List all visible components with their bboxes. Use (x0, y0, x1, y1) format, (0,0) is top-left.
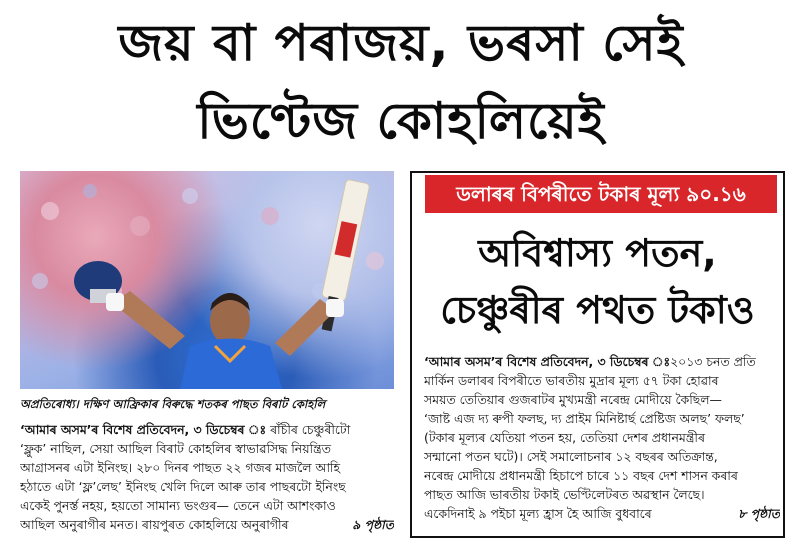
left-story-line: আছিল অনুৰাগীৰ মনত। ৰায়পুৰত কোহলিয়ে অনুৰাগীৰ (20, 517, 289, 532)
left-story-line: হঠাতে এটা ‘ফ্ল’লেছ’ ইনিংছ খেলি দিলে আৰু তাৰ পাছৰটো ইনিংছ (20, 479, 346, 494)
left-story-line: ৰাঁচীৰ চেঞ্চুৰীটো (270, 422, 351, 437)
left-story-lead: ‘আমাৰ অসম’ৰ বিশেষ প্ৰতিবেদন, ৩ ডিচেম্বৰ ঃ (20, 422, 267, 437)
left-story-body (20, 420, 394, 534)
right-story-line: ‘জাষ্ট এজ দ্য ৰুপী ফলছ, দ্য প্ৰাইম মিনিষ্টাৰ্ছ প্ৰেষ্টিজ অলছ’ ফলছ’ (424, 411, 745, 426)
right-story-line: নৰেন্দ্ৰ মোদীয়ে প্ৰধানমন্ত্ৰী হিচাপে চাৰে ১১ বছৰ দেশ শাসন কৰাৰ (424, 468, 738, 483)
photo-caption: অপ্ৰতিৰোধ্য। দক্ষিণ আফ্ৰিকাৰ বিৰুদ্ধে শতকৰ পাছত বিৰাট কোহলি (20, 397, 326, 411)
left-story-line: একেই পুনৰ্স্ত নহয়, হয়তো সামান্য ভংগুৰ— তেনে এটা আশংকাও (20, 498, 336, 513)
left-story-line: আগ্ৰাসনৰ এটা ইনিংছ। ২৮০ দিনৰ পাছত ২২ গজৰ মাজলৈ আহি (20, 460, 340, 475)
right-story-body (424, 352, 780, 523)
left-story-page-ref: ৯ পৃষ্ঠাত (352, 517, 394, 532)
right-story-line: সময়ত তেতিয়াৰ গুজৰাটৰ মুখ্যমন্ত্ৰী নৰেন্দ্ৰ মোদীয়ে কৈছিল— (424, 392, 722, 407)
left-story-line: ‘ফ্লুক’ নাছিল, সেয়া আছিল বিৰাট কোহলিৰ স্বাভাৱসিদ্ধ নিয়ন্ত্ৰিত (20, 441, 331, 456)
right-story-line: পাছত আজি ভাৰতীয় টকাই ভেণ্টিলেটৰত অৱস্থান লৈছে। (424, 487, 705, 502)
right-headline-line2: চেঞ্চুৰীৰ পথত টকাও (440, 288, 755, 332)
main-headline-line2: ভিণ্টেজ কোহলিয়েই (197, 92, 605, 150)
right-headline-line1: অবিশ্বাস্য পতন, (478, 231, 717, 275)
main-headline-line1: জয় বা পৰাজয়, ভৰসা সেই (118, 14, 684, 72)
right-story-line: সন্মানো পতন ঘটে)। সেই সমালোচনাৰ ১২ বছৰৰ অতিক্ৰান্ত, (424, 449, 718, 464)
right-story-line: (টকাৰ মূল্যৰ যেতিয়া পতন হয়, তেতিয়া দেশৰ প্ৰধানমন্ত্ৰীৰ (424, 430, 705, 445)
right-story-line: মাৰ্কিন ডলাৰৰ বিপৰীতে ভাৰতীয় মুদ্ৰাৰ মূল্য ৫৭ টকা হোৱাৰ (424, 373, 719, 388)
right-story-page-ref: ৮ পৃষ্ঠাত (738, 506, 780, 521)
right-story-line: ২০১৩ চনত প্ৰতি (670, 354, 756, 369)
right-story-line: একেদিনাই ৯ পইচা মূল্য হ্ৰাস হৈ আজি বুধবাৰে (424, 506, 652, 521)
currency-banner: ডলাৰৰ বিপৰীতে টকাৰ মূল্য ৯০.১৬ (425, 175, 777, 213)
right-story-lead: ‘আমাৰ অসম’ৰ বিশেষ প্ৰতিবেদন, ৩ ডিচেম্বৰ ঃ (424, 354, 671, 369)
cricketer-photo (20, 171, 394, 389)
